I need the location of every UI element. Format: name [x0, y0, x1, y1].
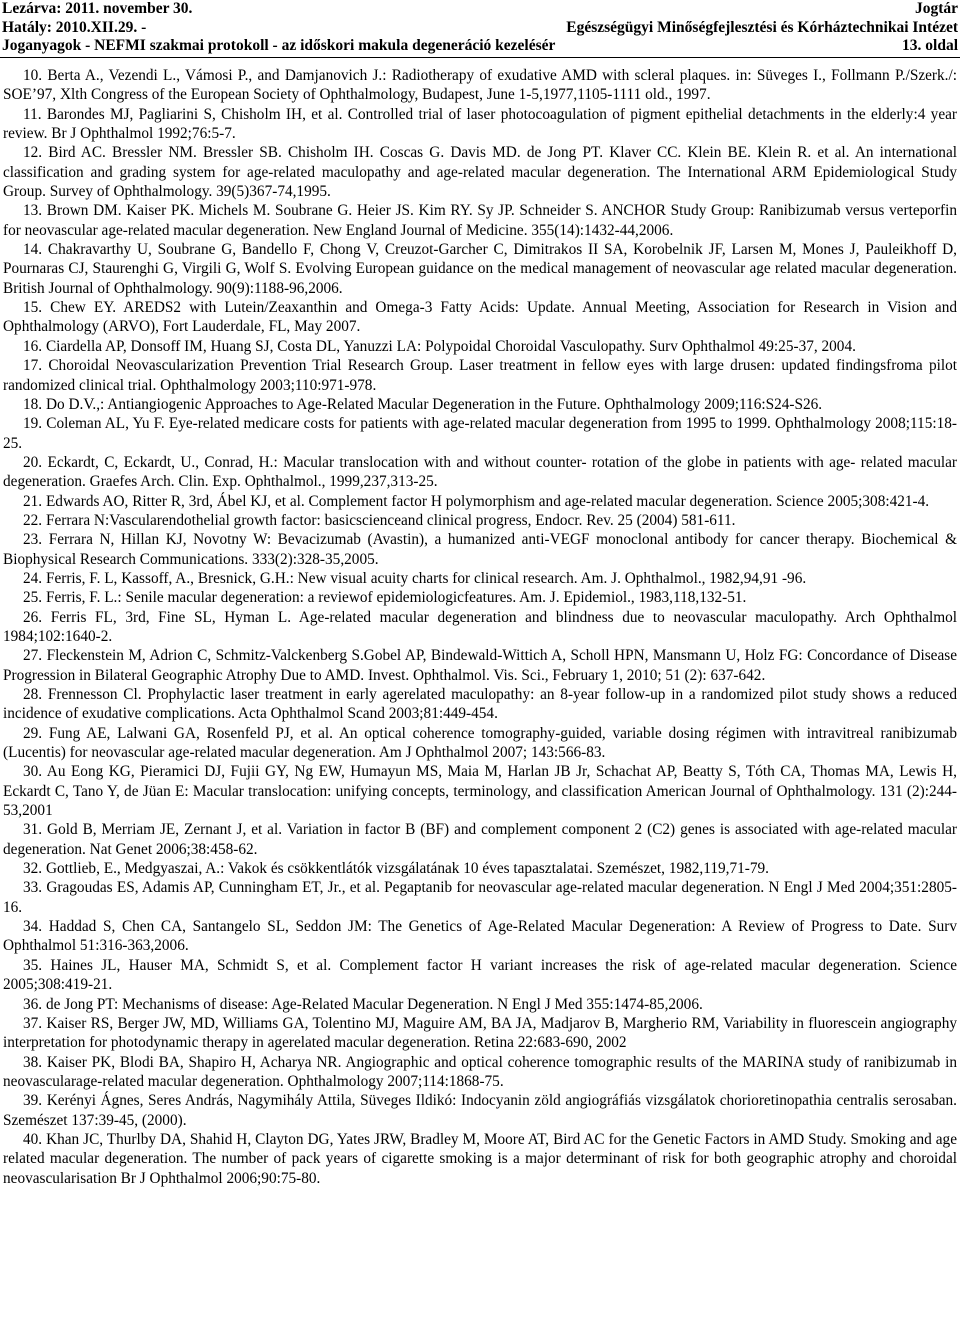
header-institute: Egészségügyi Minőségfejlesztési és Kórháztechnikai Intézet [566, 18, 958, 36]
header-closed-date: Lezárva: 2011. november 30. [2, 0, 193, 17]
reference-item: 29. Fung AE, Lalwani GA, Rosenfeld PJ, et al. An optical coherence tomography-guided, variable dosing régimen with intravitreal ranibizumab (Lucentis) for neovascular age-related macular degeneration. Am J Ophthalmol 2007; 143:566-83. [3, 724, 957, 762]
reference-item: 28. Frennesson Cl. Prophylactic laser treatment in early agerelated maculopathy: an 8-year follow-up in a randomized pilot study shows a reduced incidence of exudative complications. Acta Ophthalmol Scand 2003;81:449-454. [3, 686, 957, 723]
header-page-number: 13. oldal [902, 37, 958, 54]
reference-item: 10. Berta A., Vezendi L., Vámosi P., and Damjanovich J.: Radiotherapy of exudative AMD with scleral plaques. in: Süveges I., Follmann P./Szerk./: SOE’97, Xlth Congress of the European Society of Ophthalmology, Budapest, June 1-5,1977,1105-1111 old., 1997. [3, 67, 957, 104]
reference-item: 32. Gottlieb, E., Medgyaszai, A.: Vakok és csökkentlátók vizsgálatának 10 éves tapasztalatai. Szemészet, 1982,119,71-79. [23, 860, 769, 878]
reference-item: 21. Edwards AO, Ritter R, 3rd, Ábel KJ, et al. Complement factor H polymorphism and age-related macular degeneration. Science 2005;308:421-4. [23, 492, 930, 510]
reference-item: 15. Chew EY. AREDS2 with Lutein/Zeaxanthin and Omega-3 Fatty Acids: Update. Annual Meeting, Association for Research in Vision and Ophthalmology (ARVO), Fort Lauderdale, FL, May 2007. [3, 299, 957, 336]
header-left [2, 0, 555, 56]
reference-item: 14. Chakravarthy U, Soubrane G, Bandello F, Chong V, Creuzot-Garcher C, Dimitrakos II SA, Korobelnik JF, Larsen M, Mones J, Pauleikhoff D, Pournaras CJ, Staurenghi G, Virgili G, Wolf S. Evolving European guidance on the medical management of neovascular age related macular degeneration. British Journal of Ophthalmology. 90(9):1188-96,2006. [3, 241, 957, 297]
reference-list [3, 66, 957, 1188]
reference-item: 18. Do D.V.,: Antiangiogenic Approaches to Age-Related Macular Degeneration in the Future. Ophthalmology 2009;116:S24-S26. [23, 395, 823, 413]
reference-item: 39. Kerényi Ágnes, Seres András, Nagymihály Attila, Süveges Ildikó: Indocyanin zöld angiográfiás vizsgálatok chorioretinopathia centralis serosaban. Szemészet 137:39-45, (2000). [3, 1092, 957, 1129]
reference-item: 33. Gragoudas ES, Adamis AP, Cunningham ET, Jr., et al. Pegaptanib for neovascular age-related macular degeneration. N Engl J Med 2004;351:2805-16. [3, 879, 957, 916]
reference-item: 19. Coleman AL, Yu F. Eye-related medicare costs for patients with age-related macular degeneration from 1995 to 1999. Ophthalmology 2008;115:18-25. [3, 415, 957, 452]
reference-item: 30. Au Eong KG, Pieramici DJ, Fujii GY, Ng EW, Humayun MS, Maia M, Harlan JB Jr, Schachat AP, Beatty S, Tóth CA, Thomas MA, Lewis H, Eckardt C, Tano Y, de Jüan E: Macular translocation: unifying concepts, terminology, and classification American Journal of Ophthalmology. 131 (2):244-53,2001 [3, 763, 957, 820]
header-right [566, 0, 958, 56]
reference-item: 12. Bird AC. Bressler NM. Bressler SB. Chisholm IH. Coscas G. Davis MD. de Jong PT. Klaver CC. Klein BE. Klein R. et al. An international classification and grading system for age-related maculopathy and age-related macular degeneration. The International ARM Epidemiological Study Group. Survey of Ophthalmology. 39(5)367-74,1995. [3, 144, 957, 201]
reference-item: 20. Eckardt, C, Eckardt, U., Conrad, H.: Macular translocation with and without counter- rotation of the globe in patients with age- related macular degeneration. Graefes Arch. Clin. Exp. Ophthalmol., 1999,237,313-25. [3, 453, 957, 491]
page-header [0, 0, 960, 58]
reference-item: 16. Ciardella AP, Donsoff IM, Huang SJ, Costa DL, Yanuzzi LA: Polypoidal Choroidal Vasculopathy. Surv Ophthalmol 49:25-37, 2004. [23, 337, 856, 355]
reference-item: 36. de Jong PT: Mechanisms of disease: Age-Related Macular Degeneration. N Engl J Med 355:1474-85,2006. [23, 995, 703, 1013]
reference-item: 22. Ferrara N:Vascularendothelial growth factor: basicscienceand clinical progress, Endocr. Rev. 25 (2004) 581-611. [23, 511, 736, 529]
reference-item: 24. Ferris, F. L, Kassoff, A., Bresnick, G.H.: New visual acuity charts for clinical research. Am. J. Ophthalmol., 1982,94,91 -96. [23, 569, 807, 587]
reference-item: 11. Barondes MJ, Pagliarini S, Chisholm IH, et al. Controlled trial of laser photocoagulation of pigment epithelial detachments in the elderly:4 year review. Br J Ophthalmol 1992;76:5-7. [3, 105, 957, 143]
header-document-title: Joganyagok - NEFMI szakmai protokoll - az időskori makula degeneráció kezelésér [2, 37, 556, 54]
reference-item: 40. Khan JC, Thurlby DA, Shahid H, Clayton DG, Yates JRW, Bradley M, Moore AT, Bird AC for the Genetic Factors in AMD Study. Smoking and age related macular degeneration. The number of pack years of cigarette smoking is a major determinant of risk for both geographic atrophy and choroidal neovascularisation Br J Ophthalmol 2006;90:75-80. [3, 1130, 957, 1187]
reference-item: 26. Ferris FL, 3rd, Fine SL, Hyman L. Age-related macular degeneration and blindness due to neovascular maculopathy. Arch Ophthalmol 1984;102:1640-2. [3, 608, 957, 645]
reference-item: 17. Choroidal Neovascularization Prevention Trial Research Group. Laser treatment in fellow eyes with large drusen: updated findingsfroma pilot randomized clinical trial. Ophthalmology 2003;110:971-978. [3, 357, 957, 394]
reference-item: 23. Ferrara N, Hillan KJ, Novotny W: Bevacizumab (Avastin), a humanized anti-VEGF monoclonal antibody for cancer therapy. Biochemical & Biophysical Research Communications. 333(2):328-35,2005. [3, 531, 957, 568]
reference-item: 37. Kaiser RS, Berger JW, MD, Williams GA, Tolentino MJ, Maguire AM, BA JA, Madjarov B, Margherio RM, Variability in fluorescein angiography interpretation for photodynamic therapy in agerelated macular degeneration. Retina 22:683-690, 2002 [3, 1014, 957, 1052]
reference-item: 35. Haines JL, Hauser MA, Schmidt S, et al. Complement factor H variant increases the risk of age-related macular degeneration. Science 2005;308:419-21. [3, 956, 957, 994]
header-divider [0, 57, 960, 58]
reference-item: 34. Haddad S, Chen CA, Santangelo SL, Seddon JM: The Genetics of Age-Related Macular Degeneration: A Review of Progress to Date. Surv Ophthalmol 51:316-363,2006. [3, 918, 957, 955]
reference-item: 38. Kaiser PK, Blodi BA, Shapiro H, Acharya NR. Angiographic and optical coherence tomographic results of the MARINA study of ranibizumab in neovascularage-related macular degeneration. Ophthalmology 2007;114:1868-75. [3, 1053, 957, 1090]
reference-item: 31. Gold B, Merriam JE, Zernant J, et al. Variation in factor B (BF) and complement component 2 (C2) genes is associated with age-related macular degeneration. Nat Genet 2006;38:458-62. [3, 821, 957, 858]
reference-item: 13. Brown DM. Kaiser PK. Michels M. Soubrane G. Heier JS. Kim RY. Sy JP. Schneider S. ANCHOR Study Group: Ranibizumab versus verteporfin for neovascular age-related macular degeneration. New England Journal of Medicine. 355(14):1432-44,2006. [3, 202, 957, 239]
header-source: Jogtár [914, 0, 958, 17]
reference-item: 27. Fleckenstein M, Adrion C, Schmitz-Valckenberg S.Gobel AP, Bindewald-Wittich A, Scholl HPN, Mansmann U, Holz FG: Concordance of Disease Progression in Bilateral Geographic Atrophy Due to AMD. Invest. Ophthalmol. Vis. Sci., February 1, 2010; 51 (2): 637-642. [3, 647, 957, 684]
reference-item: 25. Ferris, F. L.: Senile macular degeneration: a reviewof epidemiologicfeatures. Am. J. Epidemiol., 1983,118,132-51. [23, 589, 747, 607]
header-effective-date: Hatály: 2010.XII.29. - [2, 18, 147, 36]
